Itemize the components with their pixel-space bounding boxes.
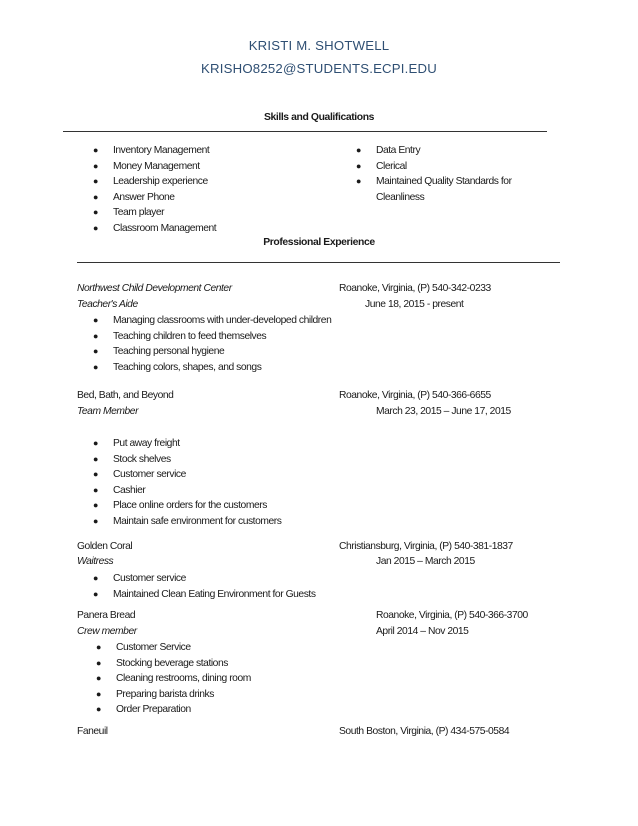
job-location: Christiansburg, Virginia, (P) 540-381-1837 — [339, 541, 513, 552]
list-item: ● Answer Phone — [113, 190, 216, 206]
list-item: ● Classroom Management — [113, 221, 216, 237]
bullet-icon: ● — [93, 222, 98, 233]
bullet-icon: ● — [96, 688, 101, 699]
list-item: ● Team player — [113, 205, 216, 221]
bullet-icon: ● — [93, 453, 98, 464]
list-item: ● Teaching colors, shapes, and songs — [113, 360, 331, 376]
list-item: ● Customer Service — [116, 640, 251, 656]
job-dates: June 18, 2015 - present — [365, 299, 464, 310]
job-role: Teacher's Aide — [77, 299, 138, 310]
job-location: Roanoke, Virginia, (P) 540-342-0233 — [339, 283, 491, 294]
job-duties — [93, 313, 332, 375]
bullet-icon: ● — [93, 588, 98, 599]
bullet-icon: ● — [93, 207, 98, 218]
skills-list-left — [93, 143, 217, 237]
job-duties — [93, 571, 316, 602]
list-item: ● Clerical — [376, 159, 512, 175]
job-dates: March 23, 2015 – June 17, 2015 — [376, 406, 511, 417]
list-item: ● Money Management — [113, 159, 216, 175]
list-item: ● Customer service — [113, 467, 281, 483]
list-item: ● Stocking beverage stations — [116, 656, 251, 672]
list-item: ● Teaching personal hygiene — [113, 344, 331, 360]
bullet-icon: ● — [93, 573, 98, 583]
list-item: ● Cashier — [113, 483, 281, 499]
bullet-icon: ● — [93, 469, 98, 480]
bullet-icon: ● — [96, 704, 101, 715]
list-item: ● Stock shelves — [113, 452, 281, 468]
bullet-icon: ● — [356, 160, 361, 171]
bullet-icon: ● — [93, 438, 98, 448]
list-item: ● Preparing barista drinks — [116, 687, 251, 703]
list-item: ● Cleaning restrooms, dining room — [116, 671, 251, 687]
skills-divider — [63, 131, 547, 132]
list-item: ● Inventory Management — [113, 143, 216, 159]
bullet-icon: ● — [93, 160, 98, 171]
job-employer: Panera Bread — [77, 610, 136, 621]
list-item: ● Leadership experience — [113, 174, 216, 190]
bullet-icon: ● — [93, 191, 98, 202]
bullet-icon: ● — [93, 484, 98, 495]
list-item: ● Place online orders for the customers — [113, 498, 281, 514]
job-role: Waitress — [77, 556, 114, 567]
job-employer: Northwest Child Development Center — [77, 283, 232, 294]
list-item: ● Customer service — [113, 571, 316, 587]
job-role: Crew member — [77, 626, 137, 637]
experience-divider — [77, 262, 560, 263]
bullet-icon: ● — [93, 315, 98, 325]
list-item-continuation: Cleanliness — [376, 191, 425, 203]
list-item: ● Maintained Quality Standards for — [376, 174, 512, 190]
bullet-icon: ● — [93, 361, 98, 372]
job-dates: Jan 2015 – March 2015 — [376, 556, 475, 567]
bullet-icon: ● — [96, 673, 101, 684]
bullet-icon: ● — [93, 330, 98, 341]
skills-heading: Skills and Qualifications — [263, 112, 375, 123]
job-role: Team Member — [77, 406, 139, 417]
job-duties — [96, 640, 251, 718]
list-item: ● Maintained Clean Eating Environment for Guests — [113, 587, 316, 603]
experience-heading: Professional Experience — [263, 237, 375, 248]
job-employer: Bed, Bath, and Beyond — [77, 390, 174, 401]
bullet-icon: ● — [96, 642, 101, 652]
candidate-name: KRISTI M. SHOTWELL — [248, 38, 390, 53]
list-item: ● Managing classrooms with under-developed children — [113, 313, 331, 329]
bullet-icon: ● — [93, 515, 98, 526]
bullet-icon: ● — [96, 657, 101, 668]
skills-list-right — [356, 143, 512, 205]
list-item: ● Put away freight — [113, 436, 281, 452]
bullet-icon: ● — [93, 500, 98, 511]
list-item: ● Maintain safe environment for customers — [113, 514, 281, 530]
bullet-icon: ● — [93, 346, 98, 357]
job-dates: April 2014 – Nov 2015 — [376, 626, 469, 637]
job-location: South Boston, Virginia, (P) 434-575-0584 — [339, 726, 510, 737]
job-employer: Faneuil — [77, 726, 108, 737]
job-location: Roanoke, Virginia, (P) 540-366-3700 — [376, 610, 528, 621]
job-duties — [93, 436, 282, 530]
bullet-icon: ● — [93, 176, 98, 187]
list-item: ● Data Entry — [376, 143, 512, 159]
list-item: ● Order Preparation — [116, 702, 251, 718]
job-location: Roanoke, Virginia, (P) 540-366-6655 — [339, 390, 491, 401]
bullet-icon: ● — [93, 145, 98, 155]
list-item: ● Teaching children to feed themselves — [113, 329, 331, 345]
candidate-email: KRISHO8252@STUDENTS.ECPI.EDU — [201, 61, 437, 76]
bullet-icon: ● — [356, 145, 361, 155]
job-employer: Golden Coral — [77, 541, 133, 552]
bullet-icon: ● — [356, 176, 361, 187]
